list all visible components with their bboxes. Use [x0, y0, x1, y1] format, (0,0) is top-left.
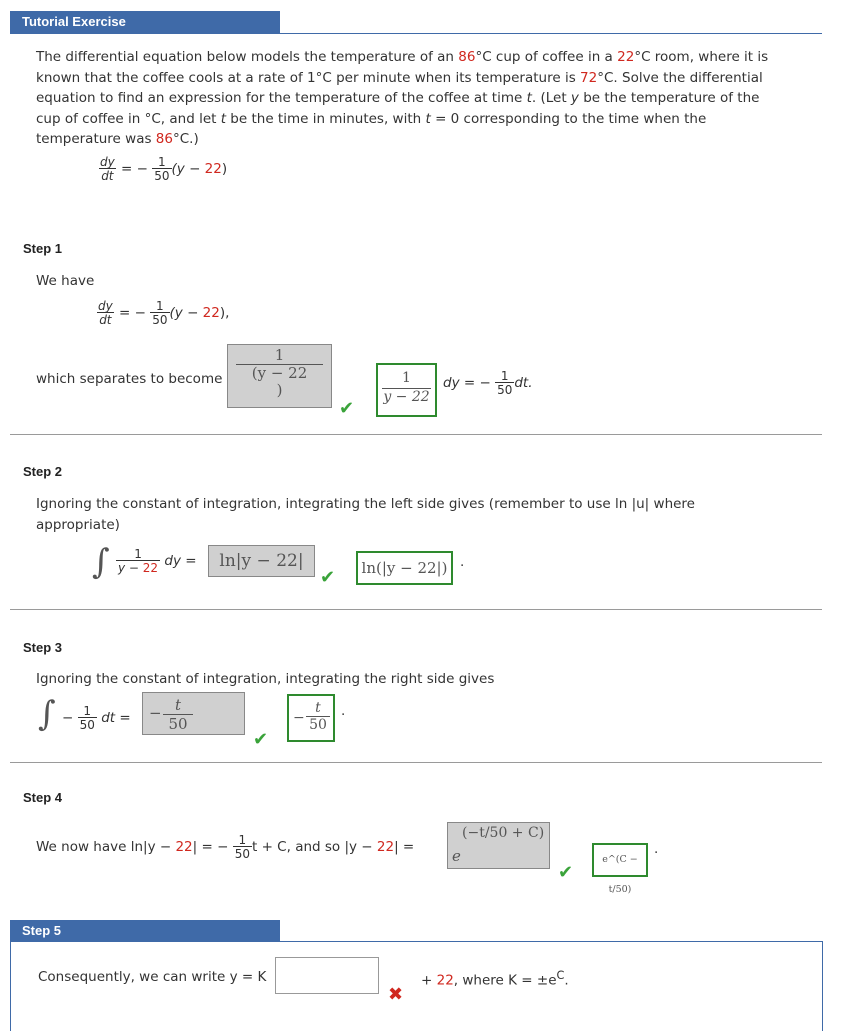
step1-equation — [96, 300, 229, 326]
divider — [10, 609, 822, 610]
intro-text: °C room, where it is known that the coffee cools at a rate of 1°C per minute when its temperature is — [36, 49, 769, 86]
close-paren-comma: ), — [219, 305, 230, 321]
header-title: Tutorial Exercise — [22, 14, 126, 29]
gray-numerator: t — [174, 696, 182, 714]
header-underline — [10, 33, 822, 34]
denominator: 50 — [497, 383, 513, 397]
correct-answer-step3: − $\frac{t}{50}$ — [287, 694, 335, 742]
var-t: t — [425, 110, 431, 127]
numerator: 1 — [500, 369, 509, 383]
separates-text: which separates to become — [36, 371, 223, 387]
intro-text: °C cup of coffee in a — [475, 49, 618, 65]
step-2-label: Step 2 — [23, 464, 63, 479]
integral-sign: ∫ — [38, 694, 56, 734]
numerator: 1 — [238, 833, 247, 847]
intro-text: = 0 corresponding to the time when the temperature was — [36, 110, 707, 147]
step2-text: Ignoring the constant of integration, integrating the left side gives (remember to use ln |u| where appropriate) — [36, 496, 695, 533]
intro-equation — [98, 156, 227, 182]
correct-answer-step4: e^(C − t/50) — [592, 843, 648, 877]
step5-panel — [10, 941, 823, 1031]
constant-22: 22 — [204, 161, 222, 177]
step-3-label: Step 3 — [23, 640, 63, 655]
dt-equals: dt = — [101, 710, 131, 726]
step-5-header — [10, 920, 280, 942]
step4-text: t + C, and so |y − — [252, 839, 377, 855]
checkmark-icon: ✔ — [339, 398, 355, 419]
one-fiftieth — [152, 156, 171, 182]
problem-statement — [36, 47, 786, 150]
step1-rhs — [443, 370, 533, 396]
where-k-text: , where K = ±e — [453, 972, 557, 989]
step-4-label: Step 4 — [23, 790, 63, 805]
numerator: dy — [100, 155, 115, 169]
denominator: 50 — [152, 313, 168, 327]
period: · — [341, 707, 346, 723]
denominator: 50 — [234, 847, 250, 861]
step3-integrand: − $\frac{1}{50}$ dt = — [62, 704, 131, 732]
step2-integrand — [116, 548, 197, 574]
one-fiftieth — [495, 370, 514, 396]
checkmark-icon: ✔ — [320, 567, 336, 588]
exponent-c: C — [556, 969, 565, 982]
step-1-label: Step 1 — [23, 241, 63, 256]
dy-dt-fraction — [96, 300, 115, 326]
intro-text: °C. Solve the differential equation to find an expression for the temperature of the coffee at time — [36, 69, 763, 106]
answer-numerator: 1 — [402, 370, 411, 386]
step4-equation — [36, 834, 414, 860]
submitted-answer-step3: − $\frac{t}{50}$ — [142, 692, 245, 735]
denominator: dt — [99, 313, 112, 327]
initial-temp: 86 — [458, 49, 476, 65]
step4-text: | = − — [192, 839, 229, 855]
reference-temp: 72 — [580, 69, 598, 86]
dy-dt-fraction — [98, 156, 117, 182]
initial-temp-2: 86 — [155, 131, 173, 147]
intro-text: be the temperature of the cup of coffee in °C, and let — [36, 90, 760, 127]
step4-text: We now have ln|y − — [36, 839, 176, 855]
submitted-answer-step1 — [227, 344, 332, 408]
numerator: 1 — [158, 155, 166, 169]
gray-denominator: (y − 22 — [236, 364, 323, 382]
intro-text: The differential equation below models the temperature of an — [36, 49, 459, 65]
one-fiftieth — [150, 300, 169, 326]
one-fiftieth — [233, 834, 252, 860]
intro-text: be the time in minutes, with — [226, 110, 426, 127]
integral-sign: ∫ — [92, 542, 110, 582]
denominator: y − — [118, 561, 143, 575]
divider — [10, 434, 822, 435]
step5-tail — [421, 969, 569, 989]
one-over-y-22 — [116, 548, 160, 574]
equals-minus: = − — [121, 161, 148, 177]
var-t: t — [526, 90, 532, 106]
period: · — [460, 558, 465, 574]
y-minus: (y − — [169, 305, 203, 321]
period: . — [564, 972, 569, 989]
gray-base: e — [452, 847, 461, 865]
close-paren: ) — [221, 161, 228, 177]
submitted-answer-step4 — [447, 822, 550, 869]
incorrect-x-icon: ✖ — [388, 984, 404, 1005]
step5-text: Consequently, we can write y = K — [38, 969, 267, 985]
divider — [10, 762, 822, 763]
constant-22: 22 — [175, 839, 193, 855]
step4-text: | = — [394, 839, 415, 855]
dy-equals: dy = − — [443, 375, 491, 391]
var-t: t — [220, 110, 227, 127]
we-have-text: We have — [36, 273, 95, 289]
one-fiftieth — [78, 705, 97, 731]
var-y: y — [570, 90, 579, 106]
intro-text: . (Let — [531, 90, 571, 106]
numerator: 1 — [156, 299, 164, 313]
checkmark-icon: ✔ — [253, 729, 269, 750]
y-minus: (y − — [171, 161, 205, 177]
intro-text: °C.) — [172, 131, 199, 147]
gray-numerator: 1 — [274, 346, 285, 364]
equals-minus: = − — [119, 305, 146, 321]
constant-22: 22 — [376, 839, 395, 855]
tutorial-exercise-header — [10, 11, 280, 33]
plus-text: + — [421, 972, 437, 989]
gray-denominator-paren: ) — [276, 381, 283, 399]
answer-numerator: t — [315, 700, 321, 716]
k-expression-input[interactable] — [275, 957, 379, 994]
denominator: dt — [101, 169, 114, 183]
denominator: 50 — [79, 718, 95, 732]
dt-end: dt. — [514, 375, 533, 391]
correct-answer-step2: ln(|y − 22|) — [356, 551, 453, 585]
denominator: 50 — [154, 169, 170, 183]
gray-exponent: (−t/50 + C) — [462, 825, 545, 841]
checkmark-icon: ✔ — [558, 862, 574, 883]
answer-denominator: 50 — [306, 716, 330, 733]
constant-22: 22 — [142, 561, 159, 575]
numerator: dy — [98, 299, 113, 313]
dy-equals: dy = — [164, 553, 197, 569]
answer-denominator: y − 22 — [383, 389, 430, 405]
step-5-label: Step 5 — [22, 923, 62, 938]
numerator: 1 — [134, 547, 142, 561]
constant-22: 22 — [436, 972, 454, 989]
correct-answer-step1 — [376, 363, 437, 417]
step3-text: Ignoring the constant of integration, integrating the right side gives — [36, 671, 495, 687]
constant-22: 22 — [202, 305, 220, 321]
room-temp: 22 — [617, 49, 635, 65]
numerator: 1 — [83, 704, 92, 718]
period: · — [654, 845, 659, 861]
gray-denominator: 50 — [163, 714, 193, 733]
submitted-answer-step2: ln|y − 22| — [208, 545, 315, 577]
